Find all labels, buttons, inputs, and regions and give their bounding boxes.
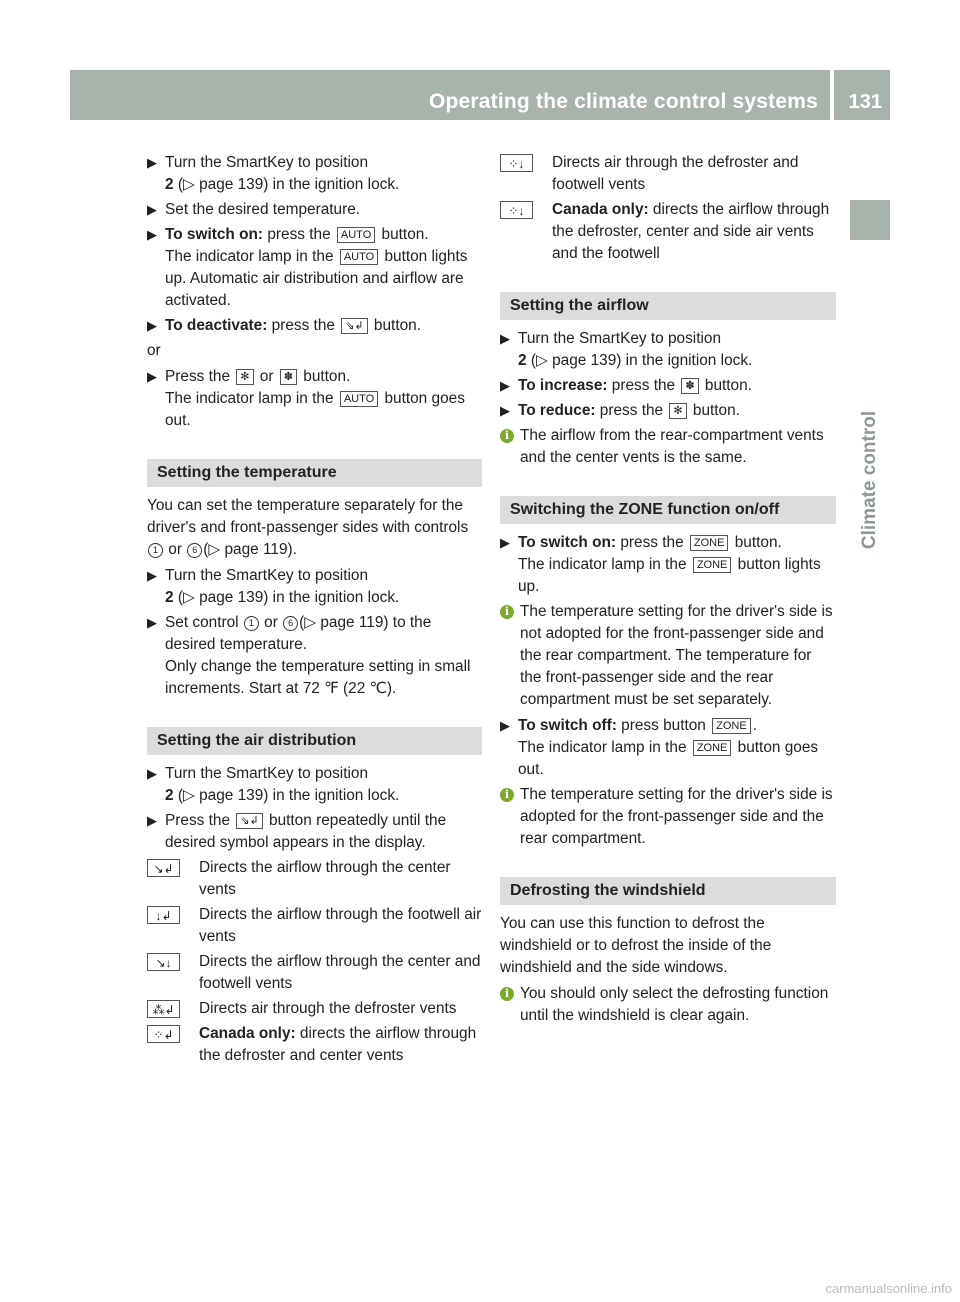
step-zone-on: ▶ To switch on: press the ZONE button. The indicator lamp in the ZONE button lights up.	[500, 534, 821, 595]
arrow-icon: ▶	[500, 331, 510, 346]
zone-button-icon: ZONE	[690, 535, 729, 551]
auto-button-icon: AUTO	[337, 227, 375, 243]
all-vents-icon: ⁘↓	[500, 201, 533, 219]
mode-defroster-center: ⁘↲ Canada only: directs the airflow through the defroster and center vents	[147, 1023, 482, 1067]
control-6-icon: 6	[283, 616, 298, 631]
airflow-up-button-icon: ✽	[280, 369, 297, 385]
footwell-icon: ↓↲	[147, 906, 180, 924]
air-distribution-button-icon: ⇘↲	[341, 318, 367, 334]
section-air-distribution: Setting the air distribution	[147, 727, 482, 755]
center-footwell-icon: ↘↓	[147, 953, 180, 971]
section-defrost: Defrosting the windshield	[500, 877, 836, 905]
section-zone: Switching the ZONE function on/off	[500, 496, 836, 524]
watermark: carmanualsonline.info	[825, 1281, 952, 1296]
or-text: or	[147, 342, 161, 359]
info-zone-off: i The temperature setting for the driver's side is adopted for the front-passenger side and the rear compartment.	[500, 784, 836, 850]
arrow-icon: ▶	[147, 615, 157, 630]
info-icon: i	[500, 788, 514, 802]
step-press-airflow: ▶ Press the ✻ or ✽ button. The indicator lamp in the AUTO button goes out.	[147, 368, 465, 429]
mode-defroster-footwell: ⁘↓ Directs air through the defroster and footwell vents	[500, 152, 836, 196]
control-1-icon: 1	[148, 543, 163, 558]
step-switch-on: ▶ To switch on: press the AUTO button. The indicator lamp in the AUTO button lights up. Automatic air distribution and airflow are activated.	[147, 226, 468, 309]
defroster-icon: ⁂↲	[147, 1000, 180, 1018]
info-airflow: i The airflow from the rear-compartment vents and the center vents is the same.	[500, 425, 836, 469]
info-icon: i	[500, 429, 514, 443]
zone-button-icon: ZONE	[693, 740, 732, 756]
step-smartkey: ▶ Turn the SmartKey to position 2 (▷ page 139) in the ignition lock.	[147, 765, 400, 804]
control-1-icon: 1	[244, 616, 259, 631]
zone-button-icon: ZONE	[693, 557, 732, 573]
step-smartkey: ▶ Turn the SmartKey to position 2 (▷ page 139) in the ignition lock.	[147, 567, 400, 606]
left-column	[147, 152, 482, 1070]
header-title: Operating the climate control systems	[428, 90, 818, 113]
arrow-icon: ▶	[147, 318, 157, 333]
arrow-icon: ▶	[147, 227, 157, 242]
page-header	[70, 70, 830, 120]
step-increase: ▶ To increase: press the ✽ button.	[500, 375, 836, 397]
arrow-icon: ▶	[147, 202, 157, 217]
center-vents-icon: ↘↲	[147, 859, 180, 877]
airflow-down-button-icon: ✻	[669, 403, 686, 419]
info-icon: i	[500, 605, 514, 619]
info-icon: i	[500, 987, 514, 1001]
arrow-icon: ▶	[147, 369, 157, 384]
defroster-center-icon: ⁘↲	[147, 1025, 180, 1043]
control-6-icon: 6	[187, 543, 202, 558]
arrow-icon: ▶	[147, 155, 157, 170]
page-number: 131	[848, 91, 882, 113]
section-airflow: Setting the airflow	[500, 292, 836, 320]
mode-all-vents: ⁘↓ Canada only: directs the airflow through the defroster, center and side air vents and the footwell	[500, 199, 836, 265]
arrow-icon: ▶	[147, 813, 157, 828]
auto-button-icon: AUTO	[340, 391, 378, 407]
section-temperature: Setting the temperature	[147, 459, 482, 487]
mode-defroster: ⁂↲ Directs air through the defroster vents	[147, 998, 482, 1020]
arrow-icon: ▶	[147, 568, 157, 583]
info-defrost: i You should only select the defrosting function until the windshield is clear again.	[500, 983, 836, 1027]
arrow-icon: ▶	[500, 718, 510, 733]
step-press-distribution: ▶ Press the ⇘↲ button repeatedly until the desired symbol appears in the display.	[147, 812, 447, 851]
step-smartkey: ▶ Turn the SmartKey to position 2 (▷ page 139) in the ignition lock.	[500, 330, 753, 369]
step-set-control: ▶ Set control 1 or 6 (▷ page 119) to the desired temperature. Only change the temperature setting in small increments. Start at 72 ℉ (22 ℃).	[147, 614, 471, 697]
chapter-label: Climate control	[859, 410, 880, 550]
step-deactivate: ▶ To deactivate: press the ⇘↲ button.	[147, 315, 482, 337]
step-reduce: ▶ To reduce: press the ✻ button.	[500, 400, 836, 422]
auto-button-icon: AUTO	[340, 249, 378, 265]
temperature-intro: You can set the temperature separately for the driver's and front-passenger sides with controls 1 or 6 (▷ page 119).	[147, 497, 469, 558]
airflow-down-button-icon: ✻	[236, 369, 253, 385]
mode-footwell: ↓↲ Directs the airflow through the footwell air vents	[147, 904, 482, 948]
air-distribution-button-icon: ⇘↲	[236, 813, 262, 829]
mode-center-vents: ↘↲ Directs the airflow through the center vents	[147, 857, 482, 901]
step-zone-off: ▶ To switch off: press button ZONE . The indicator lamp in the ZONE button goes out.	[500, 717, 819, 778]
arrow-icon: ▶	[500, 378, 510, 393]
defrost-intro: You can use this function to defrost the windshield or to defrost the inside of the windshield and the side windows.	[500, 915, 772, 976]
step-set-temperature: ▶ Set the desired temperature.	[147, 199, 482, 221]
defroster-footwell-icon: ⁘↓	[500, 154, 533, 172]
chapter-tab	[850, 200, 890, 240]
arrow-icon: ▶	[147, 766, 157, 781]
airflow-up-button-icon: ✽	[681, 378, 698, 394]
step-smartkey: ▶ Turn the SmartKey to position 2 (▷ page 139) in the ignition lock.	[147, 154, 400, 193]
mode-center-footwell: ↘↓ Directs the airflow through the center and footwell vents	[147, 951, 482, 995]
info-zone-on: i The temperature setting for the driver's side is not adopted for the front-passenger side and the rear compartment. The temperature for the front-passenger side and the rear compartment must be set separately.	[500, 601, 836, 711]
arrow-icon: ▶	[500, 535, 510, 550]
arrow-icon: ▶	[500, 403, 510, 418]
zone-button-icon: ZONE	[712, 718, 751, 734]
right-column	[500, 152, 836, 1031]
page-number-box	[834, 70, 890, 120]
